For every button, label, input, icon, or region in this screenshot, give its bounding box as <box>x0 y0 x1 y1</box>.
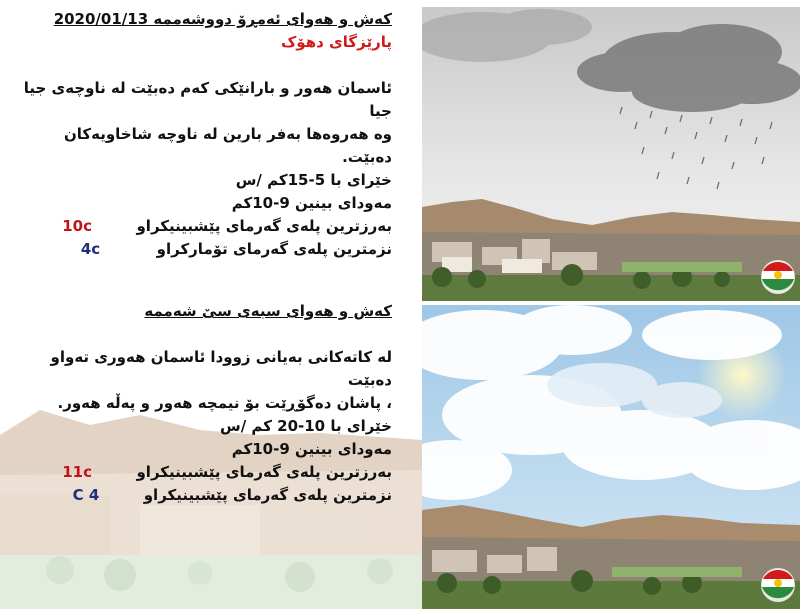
today-low-temp-label: نزمترین پلەی گەرمای تۆمارکراو <box>156 240 392 258</box>
today-forecast-block <box>10 8 392 261</box>
today-high-temp-label: بەرزترین پلەی گەرمای پێشبینیکراو <box>136 217 392 235</box>
tomorrow-description-line-1: لە کاتەکانی بەیانی زوودا ئاسمان هەوری تەواو دەبێت <box>50 348 392 389</box>
tomorrow-wind-speed: خێرای با 10-20 کم /س <box>220 417 392 435</box>
tomorrow-high-temp-label: بەرزترین پلەی گەرمای پێشبینیکراو <box>136 463 392 481</box>
today-visibility: مەودای بینین 9-10کم <box>231 194 392 212</box>
tomorrow-low-temp-value: 4 C <box>72 486 100 504</box>
tomorrow-high-temp-row <box>10 461 392 484</box>
today-wind-speed: خێرای با 5-15کم /س <box>235 171 392 189</box>
tomorrow-forecast-block <box>10 300 392 507</box>
province-label: پارێزگای دهۆک <box>280 33 392 51</box>
tomorrow-high-temp-value: 11c <box>62 463 93 481</box>
today-low-temp-value: 4c <box>80 240 101 258</box>
tomorrow-visibility: مەودای بینین 9-10کم <box>231 440 392 458</box>
today-description-line-1: ئاسمان هەور و بارانێکی کەم دەبێت لە ناوچەی جیا جیا <box>23 79 392 120</box>
sunny-cloud-city-photo <box>422 305 800 609</box>
tomorrow-description-line-2: ، پاشان دەگۆڕێت بۆ نیمچە هەور و پەڵە هەور. <box>57 394 392 412</box>
today-low-temp-row <box>10 238 392 261</box>
today-description-line-2: وە هەروەها بەفر بارین لە ناوچە شاخاویەکان دەبێت. <box>63 125 392 166</box>
today-high-temp-value: 10c <box>62 217 93 235</box>
kurdistan-flag-logo-icon <box>761 260 795 294</box>
today-high-temp-row <box>10 215 392 238</box>
tomorrow-low-temp-row <box>10 484 392 507</box>
today-title: کەش و هەوای ئەمڕۆ دووشەممە 2020/01/13 <box>53 10 392 28</box>
tomorrow-low-temp-label: نزمترین پلەی گەرمای پێشبینیکراو <box>143 486 392 504</box>
rainy-cloud-city-photo <box>422 7 800 301</box>
kurdistan-flag-logo-icon <box>761 568 795 602</box>
tomorrow-title: کەش و هەوای سبەی سێ شەممە <box>144 302 392 320</box>
